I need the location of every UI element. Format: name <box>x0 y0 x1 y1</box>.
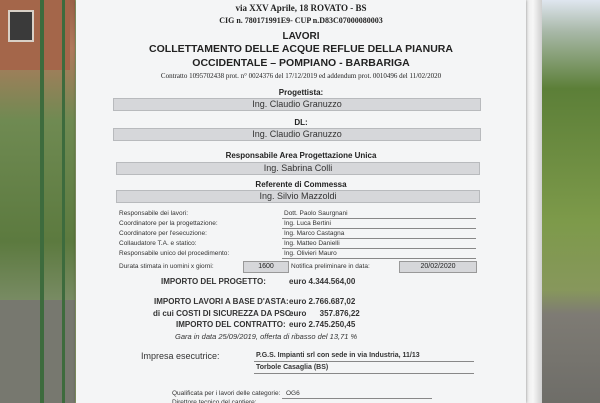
role-value: Ing. Sabrina Colli <box>116 162 480 175</box>
role-label: Referente di Commessa <box>255 180 347 189</box>
qualified-underline <box>282 398 432 399</box>
technical-director-label: Direttore tecnico del cantiere: <box>172 399 257 403</box>
staff-label: Collaudatore T.A. e statico: <box>119 240 197 247</box>
address-line: via XXV Aprile, 18 ROVATO - BS <box>235 3 367 13</box>
executor-underline <box>254 361 474 362</box>
role-label: Responsabile Area Progettazione Unica <box>225 151 377 160</box>
staff-underline <box>282 248 476 249</box>
works-title-line1: COLLETTAMENTO DELLE ACQUE REFLUE DELLA PIANURA <box>149 43 453 55</box>
cig-line: CIG n. 780171991E9- CUP n.D83C07000080003 <box>219 16 383 25</box>
contract-amount-value: euro 2.745.250,45 <box>289 320 356 329</box>
executor-underline <box>254 373 474 374</box>
fence-post <box>40 0 44 403</box>
background-right <box>540 0 600 403</box>
tender-line: Gara in data 25/09/2019, offerta di ribasso del 13,71 % <box>175 332 358 341</box>
notice-value: 20/02/2020 <box>399 261 477 273</box>
executor-line1: P.G.S. Impianti srl con sede in via Industria, 11/13 <box>256 352 420 359</box>
staff-underline <box>282 258 476 259</box>
psc-amount-label: di cui COSTI DI SICUREZZA DA PSC: <box>153 309 294 318</box>
staff-value: Ing. Luca Bertini <box>284 220 331 227</box>
sign-pole <box>524 0 542 403</box>
base-amount-value: euro 2.766.687,02 <box>289 297 356 306</box>
executor-label: Impresa esecutrice: <box>141 351 220 361</box>
psc-amount-value: euro 357.876,22 <box>289 309 360 318</box>
staff-underline <box>282 228 476 229</box>
role-value: Ing. Claudio Granuzzo <box>113 128 481 141</box>
staff-underline <box>282 218 476 219</box>
contract-line: Contratto 1095702438 prot. n° 0024376 del 17/12/2019 ed addendum prot. 0010496 del 11/02/2020 <box>160 72 442 80</box>
staff-label: Coordinatore per l'esecuzione: <box>119 230 207 237</box>
project-amount-value: euro 4.344.564,00 <box>289 277 356 286</box>
staff-underline <box>282 238 476 239</box>
fence-post <box>62 0 65 403</box>
base-amount-label: IMPORTO LAVORI A BASE D'ASTA: <box>154 297 289 306</box>
duration-label: Durata stimata in uomini x giorni: <box>119 263 214 270</box>
building-window <box>8 10 34 42</box>
role-label: Progettista: <box>278 88 324 97</box>
works-heading: LAVORI <box>282 31 320 42</box>
qualified-label: Qualificata per i lavori delle categorie: <box>172 390 281 397</box>
staff-value: Dott. Paolo Saurgnani <box>284 210 348 217</box>
staff-label: Coordinatore per la progettazione: <box>119 220 218 227</box>
notice-label: Notifica preliminare in data: <box>291 263 370 270</box>
staff-value: Ing. Matteo Danielli <box>284 240 340 247</box>
role-label: DL: <box>294 118 308 127</box>
works-title-line2: OCCIDENTALE – POMPIANO - BARBARIGA <box>192 57 410 69</box>
executor-line2: Torbole Casaglia (BS) <box>256 364 329 371</box>
construction-sign <box>76 0 526 403</box>
role-value: Ing. Claudio Granuzzo <box>113 98 481 111</box>
staff-label: Responsabile unico del procedimento: <box>119 250 230 257</box>
staff-value: Ing. Olivieri Mauro <box>284 250 337 257</box>
duration-value: 1600 <box>243 261 289 273</box>
qualified-category: OG6 <box>286 390 300 397</box>
staff-label: Responsabile dei lavori: <box>119 210 189 217</box>
role-value: Ing. Silvio Mazzoldi <box>116 190 480 203</box>
contract-amount-label: IMPORTO DEL CONTRATTO: <box>176 320 286 329</box>
project-amount-label: IMPORTO DEL PROGETTO: <box>161 277 266 286</box>
staff-value: Ing. Marco Castagna <box>284 230 345 237</box>
